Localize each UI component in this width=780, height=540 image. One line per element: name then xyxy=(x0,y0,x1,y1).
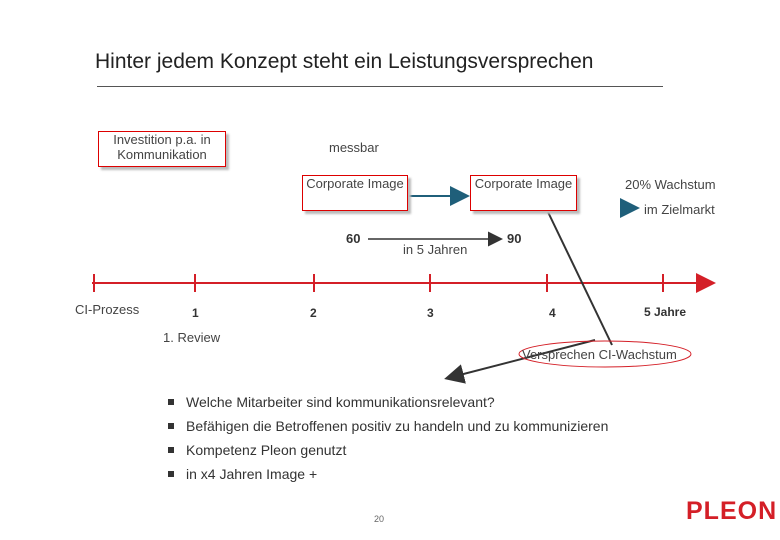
bullet-text: Kompetenz Pleon genutzt xyxy=(186,442,347,458)
timeline-label-1: 1 xyxy=(192,306,199,320)
bullet-icon xyxy=(168,399,174,405)
value-90: 90 xyxy=(507,231,522,246)
bullet-text: Befähigen die Betroffenen positiv zu handeln und zu kommunizieren xyxy=(186,418,609,434)
bullet-list xyxy=(168,390,608,486)
promise-connector xyxy=(548,212,612,345)
bullet-icon xyxy=(168,447,174,453)
timeline-label-2: 2 xyxy=(310,306,317,320)
bullet-icon xyxy=(168,423,174,429)
bullet-text: Welche Mitarbeiter sind kommunikationsrelevant? xyxy=(186,394,495,410)
corporate-image-box-2: Corporate Image xyxy=(470,175,577,211)
bullet-text: in x4 Jahren Image + xyxy=(186,466,318,482)
wachstum-label: 20% Wachstum xyxy=(625,177,716,192)
slide-title: Hinter jedem Konzept steht ein Leistungsversprechen xyxy=(95,50,594,73)
timeline-label-4: 4 xyxy=(549,306,556,320)
page-number: 20 xyxy=(374,514,385,524)
investition-box: Investition p.a. in Kommunikation xyxy=(98,131,226,167)
ci-prozess-label: CI-Prozess xyxy=(75,302,140,317)
pleon-logo: PLEON xyxy=(686,497,778,525)
versprechen-label: Versprechen CI-Wachstum xyxy=(522,347,677,362)
bullet-item xyxy=(168,438,608,462)
in-5-jahren-label: in 5 Jahren xyxy=(403,242,468,257)
bullet-item xyxy=(168,414,608,438)
timeline-label-3: 3 xyxy=(427,306,434,320)
review-label: 1. Review xyxy=(163,330,221,345)
bullet-item xyxy=(168,462,608,486)
value-60: 60 xyxy=(346,231,361,246)
corporate-image-box-1: Corporate Image xyxy=(302,175,408,211)
timeline-label-5: 5 Jahre xyxy=(644,305,687,319)
bullet-icon xyxy=(168,471,174,477)
bullet-item xyxy=(168,390,608,414)
zielmarkt-label: im Zielmarkt xyxy=(644,202,715,217)
messbar-label: messbar xyxy=(329,140,379,155)
